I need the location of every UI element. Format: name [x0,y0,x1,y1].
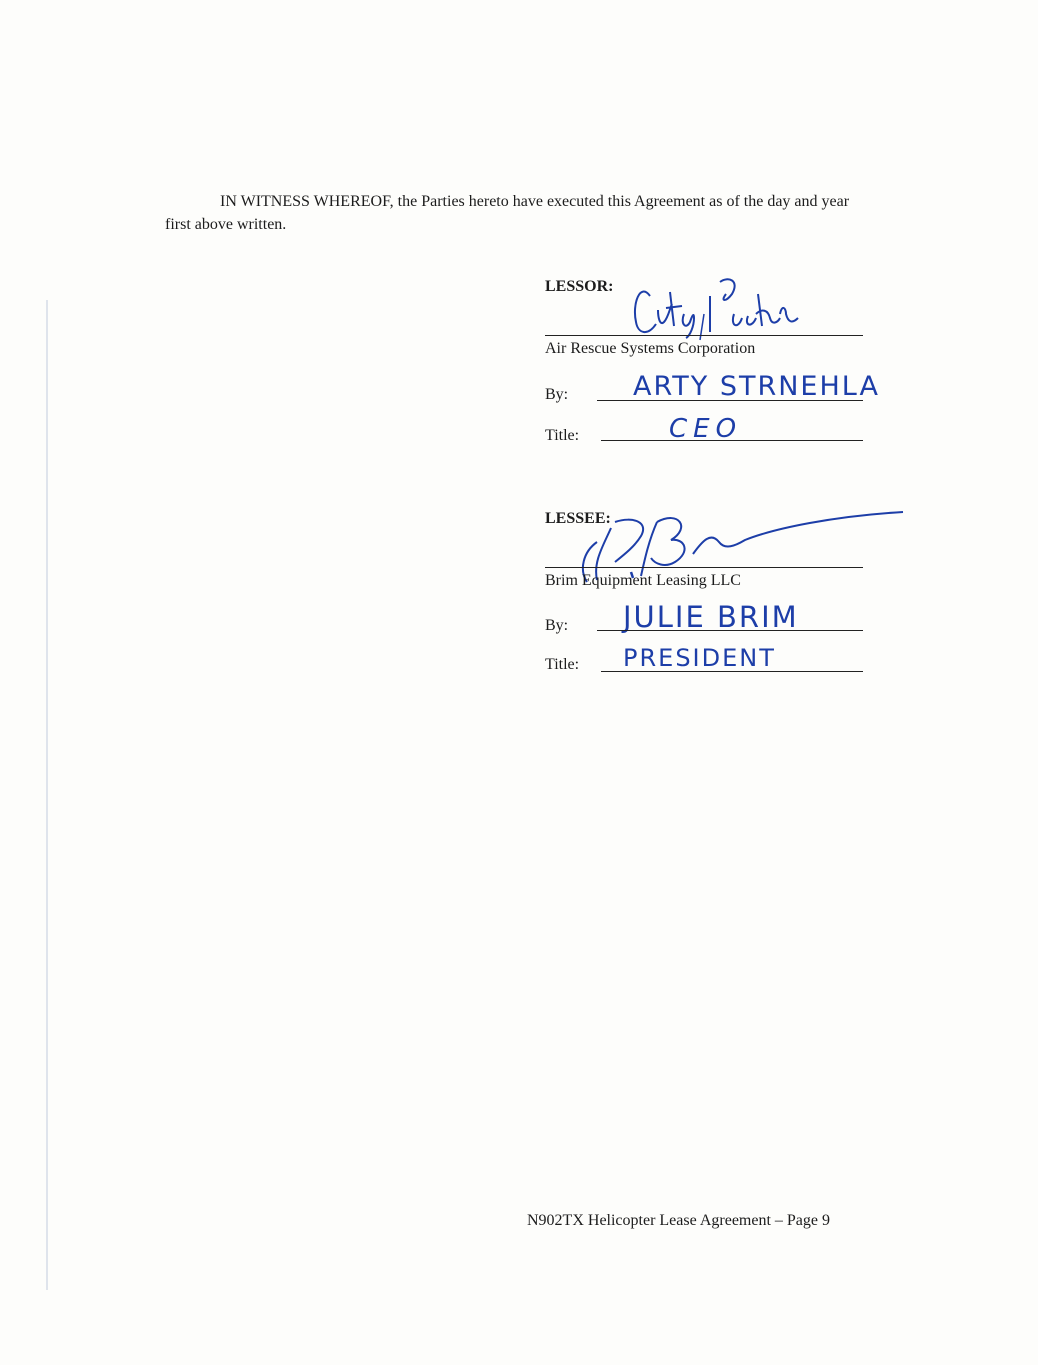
lessor-by-label: By: [545,386,569,403]
lessee-by-value: JULIE BRIM [623,600,799,634]
lessee-title-line [601,671,863,672]
lessee-title-value: PRESIDENT [623,644,776,672]
lessor-heading: LESSOR: [545,278,614,295]
lessee-by-line [597,630,863,631]
lessor-title-line [601,440,863,441]
lessee-party-name: Brim Equipment Leasing LLC [545,572,741,589]
lessee-signature-block [545,508,863,678]
scan-edge [46,300,48,1290]
lessor-by-line [597,400,863,401]
page-footer: N902TX Helicopter Lease Agreement – Page 9 [527,1212,831,1229]
lessor-title-label: Title: [545,427,580,444]
lessor-title-value: CEO [669,414,743,444]
witness-text: IN WITNESS WHEREOF, the Parties hereto have executed this Agreement as of the day and year first above written. [165,193,850,233]
lessor-by-value: ARTY STRNEHLA [633,371,880,402]
lessee-signature-line [545,567,863,568]
lessor-signature-block [545,276,880,446]
lessee-heading: LESSEE: [545,510,611,527]
lessee-title-label: Title: [545,656,580,673]
lessor-party-name: Air Rescue Systems Corporation [545,340,756,357]
lessor-signature [630,274,830,344]
witness-clause [165,190,865,236]
lessor-signature-line [545,335,863,336]
lessee-by-label: By: [545,617,569,634]
